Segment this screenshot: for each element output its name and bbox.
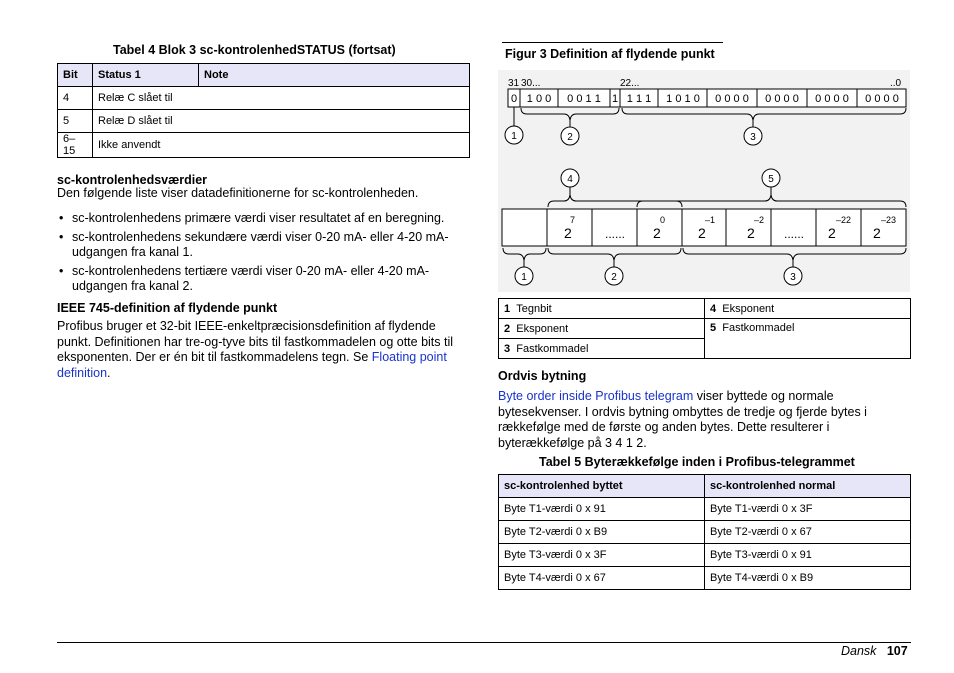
power-base: 2 [828, 225, 836, 241]
bit-group: 0 [510, 93, 518, 105]
table4-header-bit: Bit [58, 64, 93, 87]
ieee-end: . [107, 365, 111, 380]
table-cell: Ikke anvendt [93, 133, 470, 158]
table-cell: Byte T1-værdi 0 x 3F [705, 498, 911, 521]
bit-group: 0 0 0 0 [815, 93, 849, 105]
legend-cell: 1 Tegnbit [499, 299, 705, 319]
bit-string [508, 89, 906, 107]
power-ellipsis: ...... [783, 227, 805, 241]
table-cell: 4 [58, 87, 93, 110]
power-exp: 0 [660, 215, 666, 225]
table4-header-note: Note [199, 64, 470, 87]
callout-number: 1 [511, 131, 517, 142]
power-exp: –1 [705, 215, 716, 225]
power-base: 2 [873, 225, 881, 241]
bit-group: 1 0 0 [526, 93, 552, 105]
footer [841, 644, 908, 658]
footer-rule [57, 642, 911, 643]
float-diagram [498, 70, 910, 292]
callout-number: 4 [567, 174, 573, 185]
table-cell: Byte T4-værdi 0 x 67 [499, 567, 705, 590]
table4-caption: Tabel 4 Blok 3 sc-kontrolenhedSTATUS (fortsat) [113, 43, 396, 57]
ieee-text: Profibus bruger et 32-bit IEEE-enkeltpræcisionsdefinition af flydende punkt. Definitionen har tre-og-tyve bits til fastkommadelen og otte bits til eksponenten. Der er én bit til fastkommadelens tegn. Se [57, 319, 454, 364]
legend-row [499, 299, 911, 319]
ieee-heading: IEEE 745-definition af flydende punkt [57, 301, 278, 315]
table5-header-normal: sc-kontrolenhed normal [705, 475, 911, 498]
bit-group: 1 0 1 0 [666, 93, 700, 105]
bit-label-0: ..0 [890, 78, 902, 89]
bit-group: 0 0 0 0 [715, 93, 749, 105]
callout-number: 1 [521, 272, 527, 283]
table-row [499, 567, 911, 590]
power-exp: 7 [570, 215, 576, 225]
table-row [499, 521, 911, 544]
table-cell: Byte T1-værdi 0 x 91 [499, 498, 705, 521]
ieee-paragraph [57, 319, 470, 381]
values-list [57, 211, 462, 298]
figure-rule [502, 42, 723, 43]
table-cell: Relæ C slået til [93, 87, 470, 110]
table-cell: Byte T3-værdi 0 x 3F [499, 544, 705, 567]
figure-legend [498, 298, 911, 359]
power-base: 2 [653, 225, 661, 241]
list-item: • sc-kontrolenhedens sekundære værdi viser 0-20 mA- eller 4-20 mA-udgangen fra kanal 1. [57, 230, 462, 261]
power-base: 2 [698, 225, 706, 241]
legend-cell: 5 Fastkommadel [705, 319, 911, 359]
figure-caption: Figur 3 Definition af flydende punkt [505, 47, 715, 61]
callout-number: 2 [567, 132, 573, 143]
bit-group: 1 1 1 [626, 93, 652, 105]
table-cell: 5 [58, 110, 93, 133]
table-cell: Byte T2-værdi 0 x B9 [499, 521, 705, 544]
bit-group: 0 0 1 1 [567, 93, 601, 105]
table-cell: Byte T3-værdi 0 x 91 [705, 544, 911, 567]
order-heading: Ordvis bytning [498, 369, 587, 383]
legend-cell: 3 Fastkommadel [499, 339, 705, 359]
list-item: • sc-kontrolenhedens tertiære værdi viser 0-20 mA- eller 4-20 mA-udgangen fra kanal 2. [57, 264, 462, 295]
table4 [57, 63, 470, 158]
table-cell: 6–15 [58, 133, 93, 158]
power-exp: –2 [754, 215, 765, 225]
table-row [58, 110, 470, 133]
floating-point-link[interactable]: Floating point definition [57, 350, 447, 380]
table-row [499, 498, 911, 521]
table5-header-swapped: sc-kontrolenhed byttet [499, 475, 705, 498]
bit-group: 0 0 0 0 [765, 93, 799, 105]
values-intro: Den følgende liste viser datadefinitionerne for sc-kontrolenheden. [57, 186, 419, 200]
bit-group: 1 [611, 93, 619, 105]
power-row [502, 209, 906, 246]
table-cell: Relæ D slået til [93, 110, 470, 133]
table4-header-row [58, 64, 470, 87]
order-paragraph [498, 389, 911, 451]
table5-caption: Tabel 5 Byterækkefølge inden i Profibus-telegrammet [539, 455, 855, 469]
power-ellipsis: ...... [604, 227, 626, 241]
byte-order-link[interactable]: Byte order inside Profibus telegram [498, 389, 694, 403]
power-base: 2 [564, 225, 572, 241]
table-row [58, 87, 470, 110]
table4-header-status: Status 1 [93, 64, 199, 87]
bit-label-22: 22... [620, 78, 640, 89]
bit-label-30: 30... [521, 78, 541, 89]
callout-number: 3 [750, 132, 756, 143]
table-row [499, 544, 911, 567]
footer-language: Dansk [841, 644, 877, 658]
power-base: 2 [747, 225, 755, 241]
legend-cell: 2 Eksponent [499, 319, 705, 339]
table5 [498, 474, 911, 590]
legend-cell: 4 Eksponent [705, 299, 911, 319]
page-number: 107 [886, 644, 908, 658]
power-exp: –22 [836, 215, 852, 225]
order-text: viser byttede og normale bytesekvenser. I ordvis bytning ombyttes de tredje og fjerde bytes i rækkefølge med de første og anden bytes. Dette resulterer i byterækkefølge på 3 4 1 2. [498, 389, 867, 450]
table-cell: Byte T2-værdi 0 x 67 [705, 521, 911, 544]
bit-label-31: 31 [508, 78, 520, 89]
power-exp: –23 [881, 215, 897, 225]
legend-row [499, 319, 911, 339]
callout-number: 2 [611, 272, 617, 283]
values-heading: sc-kontrolenhedsværdier [57, 173, 208, 187]
table5-header-row [499, 475, 911, 498]
callout-number: 3 [790, 272, 796, 283]
table-cell: Byte T4-værdi 0 x B9 [705, 567, 911, 590]
table-row [58, 133, 470, 158]
bit-group: 0 0 0 0 [865, 93, 899, 105]
callout-number: 5 [768, 174, 774, 185]
list-item: • sc-kontrolenhedens primære værdi viser resultatet af en beregning. [57, 211, 462, 227]
